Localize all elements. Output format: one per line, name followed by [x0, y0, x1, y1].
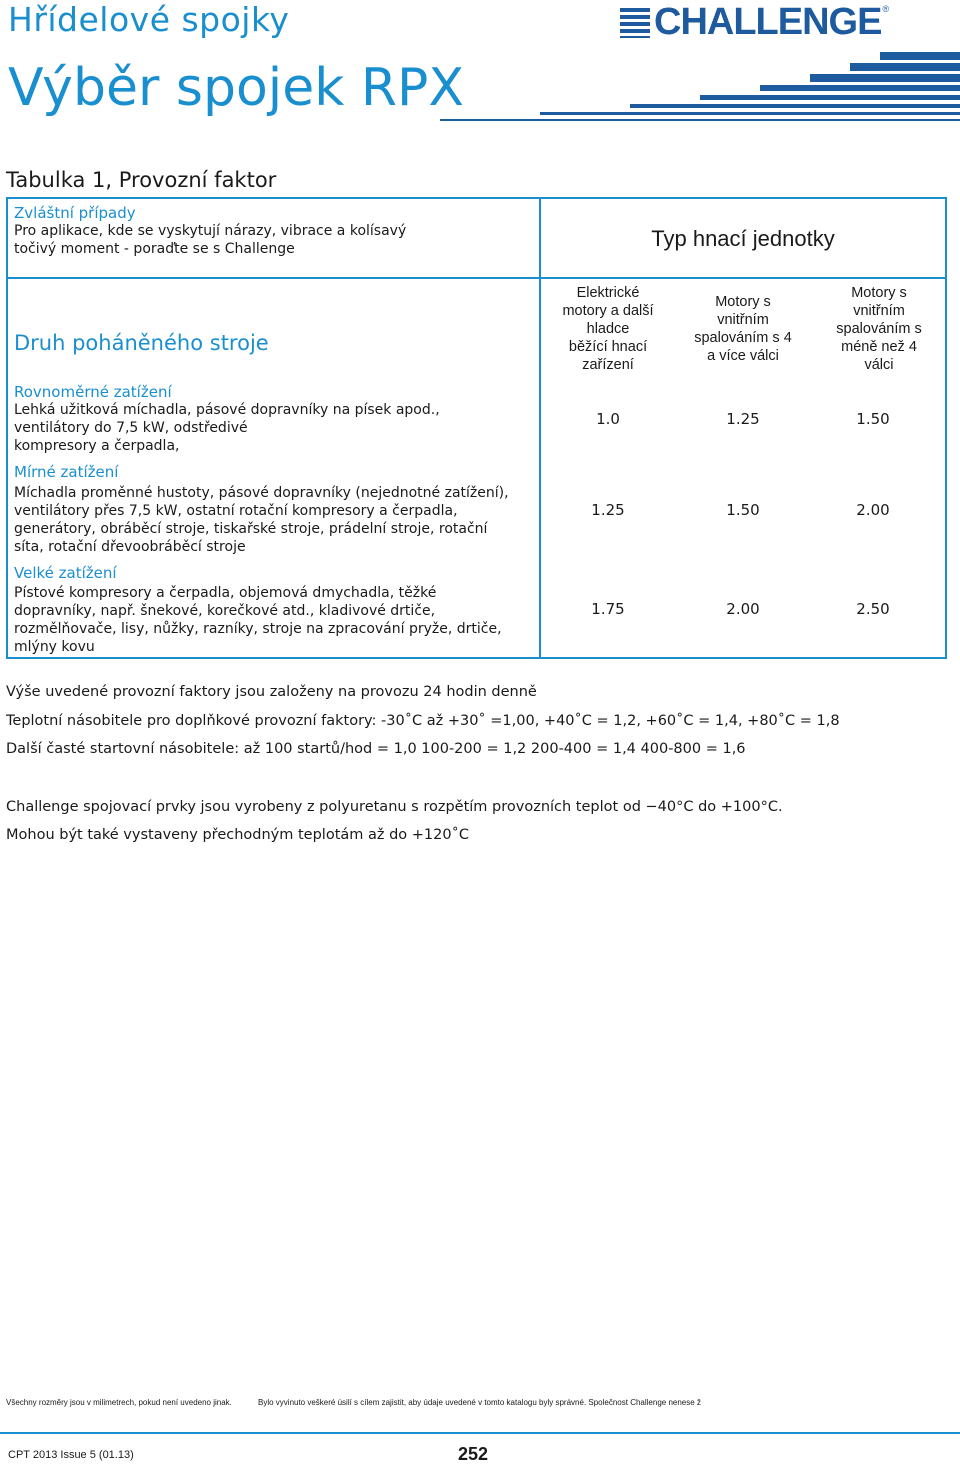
logo-stripes-icon — [620, 6, 650, 38]
factor-value: 1.50 — [856, 410, 890, 428]
challenge-logo — [620, 2, 956, 42]
column-header-line: spalováním s 4 — [694, 330, 792, 346]
column-header-line: motory a další — [562, 303, 654, 319]
column-header-line: hladce — [586, 321, 630, 337]
column-header-ice-4plus — [680, 293, 806, 365]
column-header-line: válci — [864, 357, 894, 373]
row-title-uniform: Rovnoměrné zatížení — [14, 383, 172, 401]
row-line: síta, rotační dřevoobráběcí stroje — [14, 539, 246, 555]
row-line: dopravníky, např. šnekové, korečkové atd., kladivové drtiče, — [14, 603, 436, 619]
column-header-line: spalováním s — [836, 321, 922, 337]
machine-type-heading: Druh poháněného stroje — [14, 331, 269, 355]
page-title: Výběr spojek RPX — [8, 58, 464, 118]
column-header-line: běžící hnací — [568, 339, 648, 355]
row-title-heavy: Velké zatížení — [14, 564, 117, 582]
factor-value: 1.25 — [591, 501, 625, 519]
drive-type-heading: Typ hnací jednotky — [651, 226, 835, 251]
footer-dimensions-note: Všechny rozměry jsou v milimetrech, pokud není uvedeno jinak. — [6, 1398, 232, 1407]
factor-value: 1.25 — [726, 410, 760, 428]
page-number: 252 — [458, 1444, 489, 1464]
special-cases-title: Zvláštní případy — [14, 204, 136, 222]
special-cases-line: Pro aplikace, kde se vyskytují nárazy, vibrace a kolísavý — [14, 223, 407, 239]
row-line: Míchadla proměnné hustoty, pásové dopravníky (nejednotné zatížení), — [14, 485, 509, 501]
row-title-moderate: Mírné zatížení — [14, 463, 119, 481]
column-header-line: Motory s — [851, 285, 907, 301]
row-line: kompresory a čerpadla, — [14, 438, 180, 454]
factor-value: 1.75 — [591, 600, 625, 618]
factor-value: 1.0 — [596, 410, 620, 428]
row-line: ventilátory do 7,5 kW, odstředivé — [14, 420, 248, 436]
note-material-range: Challenge spojovací prvky jsou vyrobeny z polyuretanu s rozpětím provozních teplot od −40°C do +100°C. — [6, 799, 783, 815]
column-header-line: a více válci — [707, 348, 779, 364]
factor-value: 2.00 — [856, 501, 890, 519]
row-line: ventilátory přes 7,5 kW, ostatní rotační kompresory a čerpadla, — [14, 503, 458, 519]
table-caption: Tabulka 1, Provozní faktor — [6, 168, 277, 192]
row-line: Pístové kompresory a čerpadla, objemová dmychadla, těžké — [14, 585, 437, 601]
row-line: Lehká užitková míchadla, pásové dopravníky na písek apod., — [14, 402, 440, 418]
column-header-electric — [548, 284, 668, 374]
note-operating-hours: Výše uvedené provozní faktory jsou založeny na provozu 24 hodin denně — [6, 684, 537, 700]
footer-disclaimer: Bylo vyvinuto veškeré úsilí s cílem zajistit, aby údaje uvedené v tomto katalogu byly správné. Společnost Challenge nenese ž — [258, 1398, 701, 1407]
header-stripes — [440, 52, 960, 132]
row-line: rozmělňovače, lisy, nůžky, razníky, stroje na zpracování pryže, drtiče, — [14, 621, 502, 637]
factor-value: 2.00 — [726, 600, 760, 618]
registered-mark: ® — [882, 4, 890, 14]
section-title: Hřídelové spojky — [8, 0, 290, 39]
column-header-line: Motory s — [715, 294, 771, 310]
row-line: mlýny kovu — [14, 639, 95, 655]
column-header-ice-under4 — [816, 284, 942, 374]
factor-value: 2.50 — [856, 600, 890, 618]
column-header-line: vnitřním — [853, 303, 905, 319]
column-header-line: Elektrické — [576, 285, 640, 301]
column-header-line: zařízení — [582, 357, 634, 373]
column-header-line: méně než 4 — [841, 339, 917, 355]
special-cases-line: točivý moment - poraďte se s Challenge — [14, 241, 295, 257]
note-temperature-multipliers: Teplotní násobitele pro doplňkové provozní faktory: -30˚C až +30˚ =1,00, +40˚C = 1,2, +60˚C = 1,4, +80˚C = 1,8 — [6, 713, 840, 729]
note-start-multipliers: Další časté startovní násobitele: až 100 startů/hod = 1,0 100-200 = 1,2 200-400 = 1,4 400-800 = 1,6 — [6, 741, 746, 757]
factor-value: 1.50 — [726, 501, 760, 519]
note-transient-temperature: Mohou být také vystaveny přechodným teplotám až do +120˚C — [6, 827, 469, 843]
row-line: generátory, obráběcí stroje, tiskařské stroje, prádelní stroje, rotační — [14, 521, 488, 537]
footer-divider — [0, 1432, 960, 1434]
catalog-code: CPT 2013 Issue 5 (01.13) — [8, 1449, 134, 1461]
column-header-line: vnitřním — [717, 312, 769, 328]
logo-text: CHALLENGE — [654, 1, 882, 43]
